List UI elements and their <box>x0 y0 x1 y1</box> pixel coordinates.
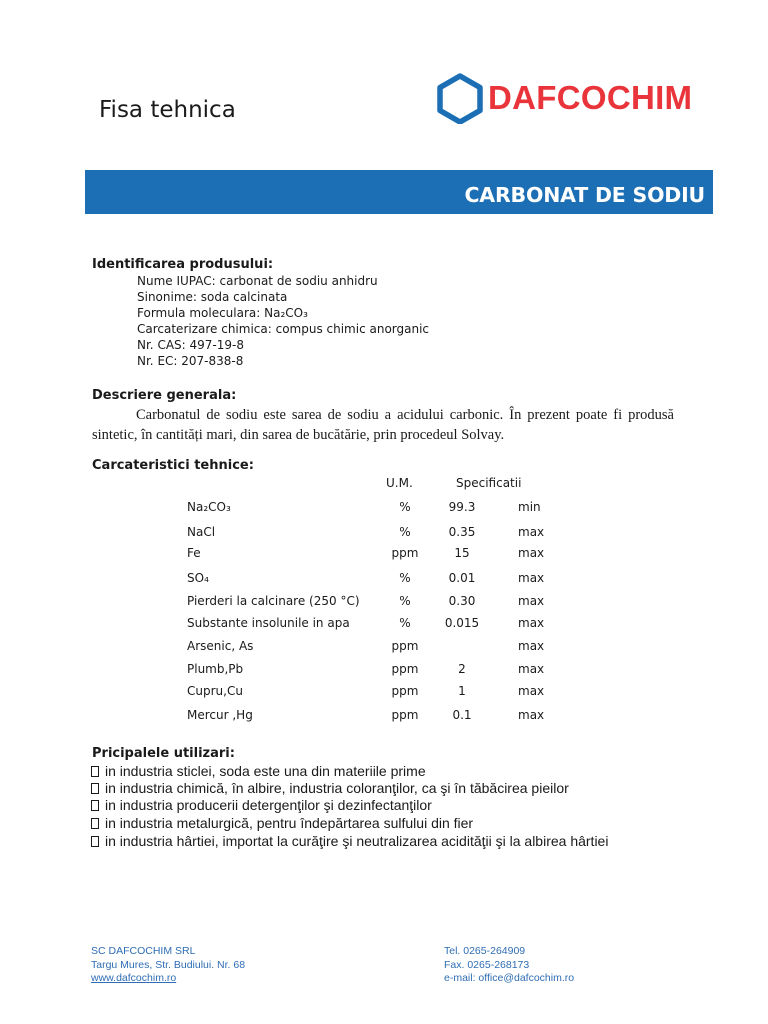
spec-unit: ppm <box>391 684 419 698</box>
spec-value: 99.3 <box>448 500 476 514</box>
spec-unit: % <box>399 500 411 514</box>
list-item-text: in industria hârtiei, importat la curăţire şi neutralizarea acidităţii şi la albirea hârtiei <box>105 833 609 849</box>
list-item-text: in industria metalurgică, pentru îndepărtarea sulfului din fier <box>105 815 474 831</box>
list-item <box>91 797 432 813</box>
spec-value: 15 <box>454 546 470 560</box>
description-text: Carbonatul de sodiu este sarea de sodiu a acidului carbonic. În prezent poate fi produsă sintetic, în cantități mari, din sarea de bucătărie, prin procedeul Solvay. <box>92 407 674 443</box>
spec-limit: max <box>518 684 545 698</box>
company-name: SC DAFCOCHIM SRL <box>91 945 196 957</box>
bullet-icon <box>91 836 99 847</box>
spec-value: 1 <box>458 684 466 698</box>
spec-limit: max <box>518 616 545 630</box>
spec-unit: ppm <box>391 662 419 676</box>
spec-value: 0.1 <box>452 708 472 722</box>
spec-row <box>0 708 768 726</box>
spec-value: 0.35 <box>448 525 476 539</box>
list-item <box>91 780 569 796</box>
spec-unit: ppm <box>391 546 419 560</box>
molecular-formula-line: Formula moleculara: Na₂CO₃ <box>137 306 308 320</box>
bullet-icon <box>91 766 99 777</box>
telephone: Tel. 0265-264909 <box>444 945 526 957</box>
spec-name: NaCl <box>187 525 216 539</box>
bullet-icon <box>91 800 99 811</box>
spec-limit: max <box>518 708 545 722</box>
list-item <box>91 833 608 849</box>
company-address: Targu Mures, Str. Budiului. Nr. 68 <box>91 958 246 971</box>
spec-limit: max <box>518 639 545 653</box>
spec-row <box>0 639 768 657</box>
list-item <box>91 763 426 779</box>
hexagon-logo-icon <box>436 72 484 124</box>
product-banner <box>85 170 713 214</box>
list-item <box>91 815 473 831</box>
spec-limit: max <box>518 594 545 608</box>
bullet-icon <box>91 783 99 794</box>
spec-limit: min <box>518 500 541 514</box>
spec-value: 0.015 <box>444 616 480 630</box>
iupac-name-line: Nume IUPAC: carbonat de sodiu anhidru <box>137 274 378 288</box>
spec-row <box>0 546 768 564</box>
logo-text: DAFCOCHIM <box>488 79 693 116</box>
spec-name: Mercur ,Hg <box>187 708 253 722</box>
spec-unit: % <box>399 616 411 630</box>
spec-row <box>0 662 768 680</box>
spec-name: Pierderi la calcinare (250 °C) <box>187 594 360 608</box>
spec-row <box>0 571 768 589</box>
fax: Fax. 0265-268173 <box>444 958 530 971</box>
specification-column-header: Specificatii <box>456 476 522 490</box>
list-item-text: in industria sticlei, soda este una din materiile prime <box>105 763 426 779</box>
email-link[interactable]: e-mail: office@dafcochim.ro <box>444 972 575 984</box>
spec-name: Substante insolunile in apa <box>187 616 350 630</box>
unit-column-header: U.M. <box>386 476 413 490</box>
spec-unit: ppm <box>391 708 419 722</box>
document-title: Fisa tehnica <box>99 97 236 123</box>
cas-number-line: Nr. CAS: 497-19-8 <box>137 338 244 352</box>
spec-value: 0.30 <box>448 594 476 608</box>
spec-unit: % <box>399 525 411 539</box>
description-paragraph <box>92 405 674 445</box>
spec-value: 0.01 <box>448 571 476 585</box>
spec-limit: max <box>518 546 545 560</box>
spec-limit: max <box>518 662 545 676</box>
list-item-text: in industria chimică, în albire, industria coloranţilor, ca şi în tăbăcirea pieilor <box>105 780 569 796</box>
footer-contact-info <box>444 945 574 986</box>
company-logo <box>436 72 692 124</box>
spec-name: Plumb,Pb <box>187 662 244 676</box>
spec-name: SO₄ <box>187 571 209 585</box>
identification-heading: Identificarea produsului: <box>92 257 274 272</box>
spec-name: Na₂CO₃ <box>187 500 231 514</box>
synonyms-line: Sinonime: soda calcinata <box>137 290 288 304</box>
spec-name: Cupru,Cu <box>187 684 243 698</box>
uses-heading: Pricipalele utilizari: <box>92 746 235 761</box>
ec-number-line: Nr. EC: 207-838-8 <box>137 354 244 368</box>
list-item-text: in industria producerii detergenţilor şi dezinfectanţilor <box>105 797 432 813</box>
spec-unit: % <box>399 571 411 585</box>
bullet-icon <box>91 818 99 829</box>
spec-limit: max <box>518 571 545 585</box>
spec-unit: % <box>399 594 411 608</box>
spec-name: Fe <box>187 546 201 560</box>
spec-unit: ppm <box>391 639 419 653</box>
spec-value: 2 <box>458 662 466 676</box>
website-link[interactable]: www.dafcochim.ro <box>91 972 177 984</box>
description-heading: Descriere generala: <box>92 388 237 403</box>
spec-name: Arsenic, As <box>187 639 254 653</box>
technical-specs-heading: Carcateristici tehnice: <box>92 458 254 473</box>
spec-row <box>0 616 768 634</box>
footer-company-info <box>91 945 245 986</box>
spec-row <box>0 684 768 702</box>
spec-limit: max <box>518 525 545 539</box>
spec-row <box>0 594 768 612</box>
spec-row <box>0 525 768 543</box>
chemical-characterization-line: Carcaterizare chimica: compus chimic anorganic <box>137 322 430 336</box>
product-title: CARBONAT DE SODIU <box>464 183 705 207</box>
spec-row <box>0 500 768 518</box>
